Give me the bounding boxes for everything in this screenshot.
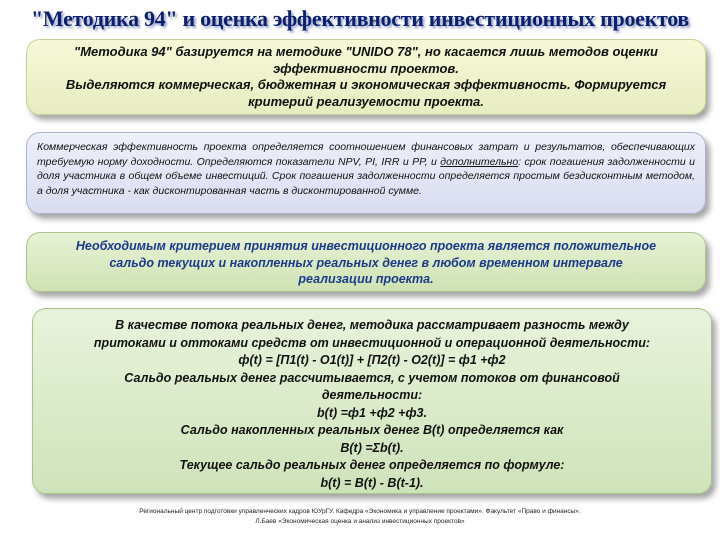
intro-text	[37, 44, 695, 110]
commercial-text-part-2: : срок погашения задолженности и доля участника в общем объеме инвестиций. Срок погашения задолженности определяется простым бездисконтным методом, а доля участника - как дисконтированная часть в дисконтированной сумме.	[37, 155, 695, 197]
cash-flow-line-4: Сальдо реальных денег рассчитывается, с учетом потоков от финансовой	[124, 370, 620, 385]
criterion-line-3: реализации проекта.	[298, 272, 434, 286]
footer-line-2: Л.Баев «Экономическая оценка и анализ инвестиционных проектов»	[255, 518, 465, 525]
footer-line-1: Региональный центр подготовки управленческих кадров ЮУрГУ. Кафедра «Экономика и управление проектами». Факультет «Право и финансы».	[139, 508, 581, 515]
cash-flow-box	[32, 308, 712, 494]
intro-line-4: критерий реализуемости проекта.	[248, 93, 484, 109]
commercial-efficiency-box	[26, 132, 706, 214]
commercial-text-underlined: дополнительно	[440, 155, 519, 168]
cash-flow-formula-4: b(t) = B(t) - B(t-1).	[320, 475, 424, 490]
commercial-efficiency-text	[37, 140, 695, 198]
cash-flow-formula-2: b(t) =ф1 +ф2 +ф3.	[317, 405, 427, 420]
commercial-text-part-1: Коммерческая эффективность проекта определяется соотношением финансовых затрат и результатов, обеспечивающих требуемую норму доходности. Определяются показатели NPV, PI, IRR и PP, и	[37, 141, 695, 168]
footer	[0, 507, 720, 527]
cash-flow-line-2: притоками и оттоками средств от инвестиционной и операционной деятельности:	[93, 335, 651, 350]
slide-title: "Методика 94" и оценка эффективности инвестиционных проектов	[31, 6, 689, 31]
cash-flow-formula-3: B(t) =Σb(t).	[340, 440, 404, 455]
intro-box	[26, 39, 706, 115]
cash-flow-line-1: В качестве потока реальных денег, методика рассматривает разность между	[115, 318, 629, 332]
cash-flow-text	[43, 317, 701, 492]
cash-flow-line-5: деятельности:	[321, 388, 423, 402]
cash-flow-formula-1: ф(t) = [П1(t) - О1(t)] + [П2(t) - О2(t)] = ф1 +ф2	[238, 353, 506, 367]
criterion-text	[37, 238, 695, 288]
intro-line-1: "Методика 94" базируется на методике "UNIDO 78", но касается лишь методов оценки	[74, 44, 658, 59]
cash-flow-line-7: Сальдо накопленных реальных денег B(t) определяется как	[180, 423, 564, 437]
criterion-box	[26, 232, 706, 292]
intro-line-2: эффективности проектов.	[273, 60, 459, 76]
criterion-line-1: Необходимым критерием принятия инвестиционного проекта является положительное	[75, 239, 657, 253]
criterion-line-2: сальдо текущих и накопленных реальных денег в любом временном интервале	[109, 255, 623, 270]
intro-line-3: Выделяются коммерческая, бюджетная и экономическая эффективность. Формируется	[65, 77, 667, 92]
cash-flow-line-9: Текущее сальдо реальных денег определяется по формуле:	[179, 458, 565, 472]
